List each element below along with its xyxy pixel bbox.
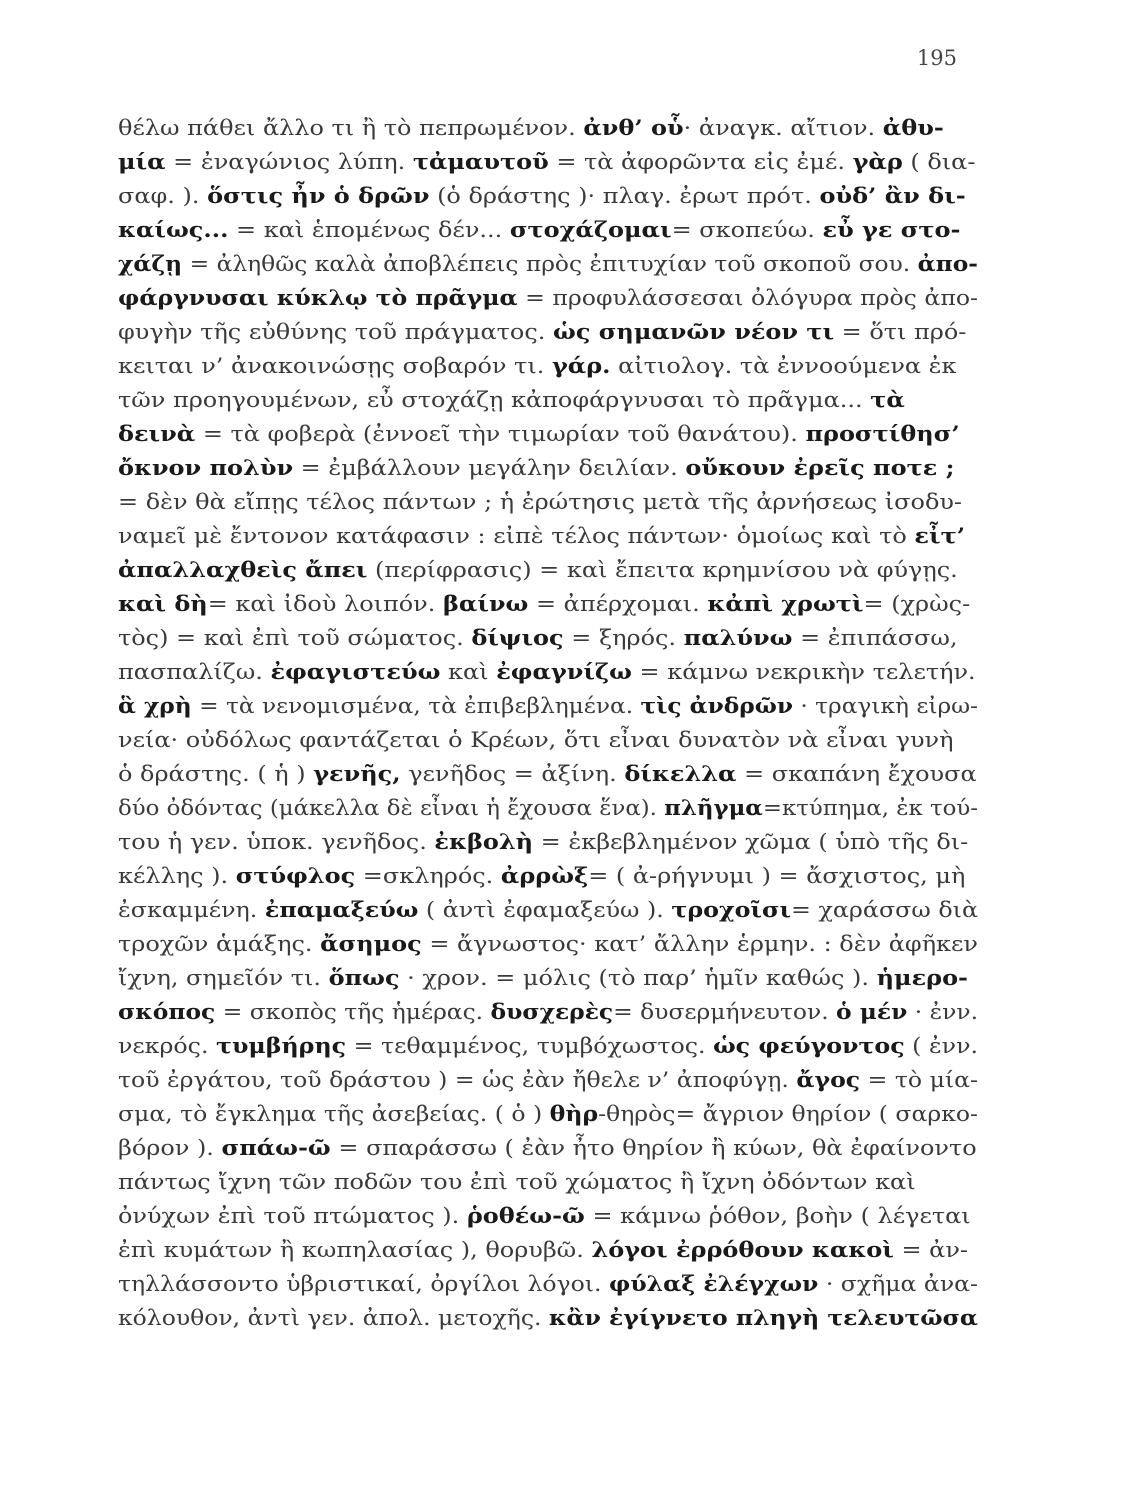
text-line bbox=[118, 146, 978, 180]
text-line bbox=[118, 384, 978, 418]
lemma-headword: τροχοῖσι bbox=[671, 898, 792, 923]
text-line bbox=[118, 860, 978, 894]
lemma-headword: σκόπος bbox=[118, 1000, 216, 1025]
lemma-headword: ἀθυ- bbox=[882, 116, 944, 141]
gloss-text: = ἀληθῶς καλὰ ἀποβλέπεις πρὸς ἐπιτυχίαν τοῦ σκοποῦ σου. bbox=[182, 252, 918, 277]
text-line bbox=[118, 996, 978, 1030]
text-line bbox=[118, 214, 978, 248]
lemma-headword: ἀνθ’ οὗ bbox=[583, 116, 684, 141]
gloss-text: = (χρὼς- bbox=[863, 592, 971, 617]
gloss-text: = δὲν θὰ εἴπῃς τέλος πάντων ; ἡ ἐρώτησις μετὰ τῆς ἀρνήσεως ἰσοδυ- bbox=[118, 490, 963, 515]
gloss-text: = ἐναγώνιος λύπη. bbox=[165, 150, 413, 175]
lemma-headword: βαίνω bbox=[442, 592, 529, 617]
text-line bbox=[118, 1200, 978, 1234]
lemma-headword: ἀπο- bbox=[917, 252, 978, 277]
lemma-headword: ἀρρὼξ bbox=[500, 864, 589, 889]
lemma-headword: ἃ χρὴ bbox=[118, 694, 192, 719]
lemma-headword: κἂν ἐγίγνετο πληγὴ τελευτῶσα bbox=[548, 1306, 978, 1331]
text-line bbox=[118, 316, 978, 350]
lemma-headword: προστίθησ’ bbox=[805, 422, 960, 447]
lemma-headword: θὴρ bbox=[549, 1102, 599, 1127]
lemma-headword: μία bbox=[118, 150, 166, 175]
lemma-headword: τἀμαυτοῦ bbox=[412, 150, 549, 175]
gloss-text: = σπαράσσω ( ἐὰν ἦτο θηρίον ἢ κύων, θὰ ἐφαίνοντο bbox=[330, 1136, 977, 1161]
text-line bbox=[118, 656, 978, 690]
gloss-text: ( ἐνν. bbox=[904, 1034, 978, 1059]
lemma-headword: κἀπὶ χρωτὶ bbox=[707, 592, 864, 617]
lemma-headword: ὁ μέν bbox=[836, 1000, 908, 1025]
gloss-text: = ξηρός. bbox=[563, 626, 684, 651]
gloss-text: = τὰ νενομισμένα, τὰ ἐπιβεβλημένα. bbox=[191, 694, 641, 719]
text-line bbox=[118, 1268, 978, 1302]
gloss-text: κέλλης ). bbox=[118, 864, 236, 889]
lemma-headword: ἐκβολὴ bbox=[434, 830, 534, 855]
text-line bbox=[118, 1234, 978, 1268]
gloss-text: αἰτιολογ. τὰ ἐννοούμενα ἐκ bbox=[610, 354, 957, 379]
gloss-text: = σκοπεύω. bbox=[671, 218, 823, 243]
gloss-text: = τεθαμμένος, τυμβόχωστος. bbox=[346, 1034, 714, 1059]
lemma-headword: οὔκουν ἐρεῖς ποτε ; bbox=[685, 456, 955, 481]
text-line bbox=[118, 418, 978, 452]
gloss-text: =κτύπημα, ἐκ τού- bbox=[762, 796, 978, 821]
gloss-text: νεία· οὐδόλως φαντάζεται ὁ Κρέων, ὅτι εἶναι δυνατὸν νὰ εἶναι γυνὴ bbox=[118, 728, 954, 753]
gloss-text: ὁ δράστης. ( ἡ ) bbox=[118, 762, 314, 787]
text-line bbox=[118, 282, 978, 316]
lemma-headword: δίψιος bbox=[471, 626, 564, 651]
text-line bbox=[118, 1166, 978, 1200]
gloss-text: = τὰ ἀφορῶντα εἰς ἐμέ. bbox=[548, 150, 853, 175]
gloss-text: = τὸ μία- bbox=[860, 1068, 978, 1093]
text-line bbox=[118, 1064, 978, 1098]
text-line bbox=[118, 350, 978, 384]
lemma-headword: καίως... bbox=[118, 218, 229, 243]
gloss-text: τροχῶν ἁμάξης. bbox=[118, 932, 321, 957]
gloss-text: (ὁ δράστης )· πλαγ. ἐρωτ πρότ. bbox=[429, 184, 820, 209]
gloss-text: = ἄγνωστος· κατ’ ἄλλην ἑρμην. : δὲν ἀφῆκεν bbox=[421, 932, 978, 957]
gloss-text: τῶν προηγουμένων, εὖ στοχάζῃ κἀποφάργνυσαι τὸ πρᾶγμα... bbox=[118, 388, 871, 413]
gloss-text: θέλω πάθει ἄλλο τι ἢ τὸ πεπρωμένον. bbox=[118, 116, 584, 141]
gloss-text: · σχῆμα ἀνα- bbox=[818, 1272, 978, 1297]
lemma-headword: ἄγος bbox=[796, 1068, 861, 1093]
lemma-headword: ἄσημος bbox=[320, 932, 422, 957]
lemma-headword: παλύνω bbox=[683, 626, 793, 651]
text-line bbox=[118, 758, 978, 792]
gloss-text: ( ἀντὶ ἐφαμαξεύω ). bbox=[418, 898, 672, 923]
lemma-headword: λόγοι ἐρρόθουν κακοὶ bbox=[591, 1238, 894, 1263]
text-line bbox=[118, 622, 978, 656]
lemma-headword: ἐπαμαξεύω bbox=[264, 898, 419, 923]
text-line bbox=[118, 486, 978, 520]
gloss-text: = κάμνω νεκρικὴν τελετήν. bbox=[631, 660, 976, 685]
gloss-text: · τραγικὴ εἰρω- bbox=[792, 694, 978, 719]
gloss-text: τοῦ ἐργάτου, τοῦ δράστου ) = ὡς ἐὰν ἤθελε ν’ ἀποφύγῃ. bbox=[118, 1068, 797, 1093]
lemma-headword: φάργνυσαι κύκλῳ τὸ πρᾶγμα bbox=[118, 286, 518, 311]
gloss-text: σμα, τὸ ἔγκλημα τῆς ἀσεβείας. ( ὁ ) bbox=[118, 1102, 550, 1127]
lemma-headword: χάζῃ bbox=[118, 252, 183, 277]
lemma-headword: οὐδ’ ἂν δι- bbox=[819, 184, 966, 209]
gloss-text: = ἐκβεβλημένον χῶμα ( ὑπὸ τῆς δι- bbox=[533, 830, 969, 855]
text-line bbox=[118, 826, 978, 860]
lemma-headword: πλῆγμα bbox=[664, 796, 763, 821]
lemma-headword: δίκελλα bbox=[624, 762, 737, 787]
gloss-text: κόλουθον, ἀντὶ γεν. ἀπολ. μετοχῆς. bbox=[118, 1306, 549, 1331]
lemma-headword: ἀπαλλαχθεὶς ἄπει bbox=[118, 558, 368, 583]
gloss-text: = ἐμβάλλουν μεγάλην δειλίαν. bbox=[293, 456, 686, 481]
lemma-headword: ἐφαγιστεύω bbox=[270, 660, 441, 685]
text-line bbox=[118, 248, 978, 282]
gloss-text: ( δια- bbox=[902, 150, 976, 175]
text-line bbox=[118, 520, 978, 554]
gloss-text: = ἐπιπάσσω, bbox=[792, 626, 958, 651]
gloss-text: · ἀναγκ. αἴτιον. bbox=[683, 116, 883, 141]
lemma-headword: τυμβήρης bbox=[216, 1034, 347, 1059]
lemma-headword: σπάω-ῶ bbox=[221, 1136, 331, 1161]
text-line bbox=[118, 588, 978, 622]
lemma-headword: ὡς σημανῶν νέον τι bbox=[553, 320, 835, 345]
page-number: 195 bbox=[916, 46, 957, 70]
gloss-text: = ἀν- bbox=[893, 1238, 968, 1263]
gloss-text: τηλλάσσοντο ὑβριστικαί, ὀργίλοι λόγοι. bbox=[118, 1272, 610, 1297]
commentary-text bbox=[118, 112, 978, 1336]
text-line bbox=[118, 792, 978, 826]
text-line bbox=[118, 554, 978, 588]
gloss-text: = ( ἀ-ρήγνυμι ) = ἄσχιστος, μὴ bbox=[588, 864, 966, 889]
gloss-text: = δυσερμήνευτον. bbox=[613, 1000, 837, 1025]
gloss-text: πάντως ἴχνη τῶν ποδῶν του ἐπὶ τοῦ χώματος ἢ ἴχνη ὀδόντων καὶ bbox=[118, 1170, 916, 1195]
gloss-text: = σκαπάνη ἔχουσα bbox=[736, 762, 977, 787]
gloss-text: · ἐνν. bbox=[907, 1000, 978, 1025]
gloss-text: = προφυλάσσεσαι ὀλόγυρα πρὸς ἀπο- bbox=[517, 286, 978, 311]
gloss-text: κειται ν’ ἀνακοινώσῃς σοβαρόν τι. bbox=[118, 354, 552, 379]
gloss-text: -θηρὸς= ἄγριον θηρίον ( σαρκο- bbox=[598, 1102, 978, 1127]
text-line bbox=[118, 180, 978, 214]
gloss-text: νεκρός. bbox=[118, 1034, 217, 1059]
text-line bbox=[118, 724, 978, 758]
gloss-text: = ὅτι πρό- bbox=[834, 320, 967, 345]
lemma-headword: εὖ γε στο- bbox=[822, 218, 961, 243]
text-line bbox=[118, 928, 978, 962]
text-line bbox=[118, 1132, 978, 1166]
gloss-text: = καὶ ἰδοὺ λοιπόν. bbox=[207, 592, 443, 617]
text-line bbox=[118, 1302, 978, 1336]
lemma-headword: καὶ δὴ bbox=[118, 592, 208, 617]
gloss-text: ἐσκαμμένη. bbox=[118, 898, 265, 923]
gloss-text: ἐπὶ κυμάτων ἢ κωπηλασίας ), θορυβῶ. bbox=[118, 1238, 592, 1263]
lemma-headword: ῥοθέω-ῶ bbox=[466, 1204, 585, 1229]
text-line bbox=[118, 894, 978, 928]
gloss-text: ὀνύχων ἐπὶ τοῦ πτώματος ). bbox=[118, 1204, 467, 1229]
lemma-headword: τὶς ἀνδρῶν bbox=[640, 694, 793, 719]
gloss-text: =σκληρός. bbox=[355, 864, 501, 889]
gloss-text: βόρον ). bbox=[118, 1136, 222, 1161]
text-line bbox=[118, 452, 978, 486]
lemma-headword: ὅστις ἦν ὁ δρῶν bbox=[207, 184, 430, 209]
gloss-text: πασπαλίζω. bbox=[118, 660, 271, 685]
gloss-text: ἴχνη, σημεῖόν τι. bbox=[118, 966, 329, 991]
lemma-headword: γάρ. bbox=[551, 354, 611, 379]
lemma-headword: ὅπως bbox=[328, 966, 400, 991]
lemma-headword: ἡμερο- bbox=[876, 966, 969, 991]
lemma-headword: στοχάζομαι bbox=[509, 218, 672, 243]
gloss-text: τὸς) = καὶ ἐπὶ τοῦ σώματος. bbox=[118, 626, 472, 651]
gloss-text: του ἡ γεν. ὑποκ. γενῆδος. bbox=[118, 830, 435, 855]
gloss-text: = καὶ ἑπομένως δέν... bbox=[228, 218, 510, 243]
gloss-text: = χαράσσω διὰ bbox=[791, 898, 978, 923]
lemma-headword: γὰρ bbox=[852, 150, 903, 175]
gloss-text: γενῆδος = ἀξίνη. bbox=[400, 762, 625, 787]
lemma-headword: ἐφαγνίζω bbox=[496, 660, 632, 685]
gloss-text: δύο ὀδόντας (μάκελλα δὲ εἶναι ἡ ἔχουσα ἕνα). bbox=[118, 796, 665, 821]
lemma-headword: τὰ bbox=[870, 388, 905, 413]
gloss-text: = κάμνω ῥόθον, βοὴν ( λέγεται bbox=[584, 1204, 971, 1229]
text-line bbox=[118, 690, 978, 724]
lemma-headword: δεινὰ bbox=[118, 422, 196, 447]
lemma-headword: δυσχερὲς bbox=[490, 1000, 614, 1025]
gloss-text: · χρον. = μόλις (τὸ παρ’ ἡμῖν καθώς ). bbox=[399, 966, 877, 991]
gloss-text: φυγὴν τῆς εὐθύνης τοῦ πράγματος. bbox=[118, 320, 554, 345]
gloss-text: = ἀπέρχομαι. bbox=[528, 592, 708, 617]
gloss-text: σαφ. ). bbox=[118, 184, 208, 209]
lemma-headword: ὄκνον πολὺν bbox=[118, 456, 294, 481]
lemma-headword: γενῆς, bbox=[313, 762, 401, 787]
gloss-text: = σκοπὸς τῆς ἡμέρας. bbox=[215, 1000, 491, 1025]
lemma-headword: ὡς φεύγοντος bbox=[713, 1034, 905, 1059]
lemma-headword: στύφλος bbox=[235, 864, 356, 889]
gloss-text: καὶ bbox=[440, 660, 497, 685]
gloss-text: ναμεῖ μὲ ἔντονον κατάφασιν : εἰπὲ τέλος πάντων· ὁμοίως καὶ τὸ bbox=[118, 524, 915, 549]
gloss-text: (περίφρασις) = καὶ ἔπειτα κρημνίσου νὰ φύγῃς. bbox=[367, 558, 958, 583]
text-line bbox=[118, 1030, 978, 1064]
text-line bbox=[118, 962, 978, 996]
text-line bbox=[118, 1098, 978, 1132]
lemma-headword: φύλαξ ἐλέγχων bbox=[609, 1272, 819, 1297]
text-line bbox=[118, 112, 978, 146]
lemma-headword: εἶτ’ bbox=[914, 524, 966, 549]
gloss-text: = τὰ φοβερὰ (ἐννοεῖ τὴν τιμωρίαν τοῦ θανάτου). bbox=[195, 422, 806, 447]
